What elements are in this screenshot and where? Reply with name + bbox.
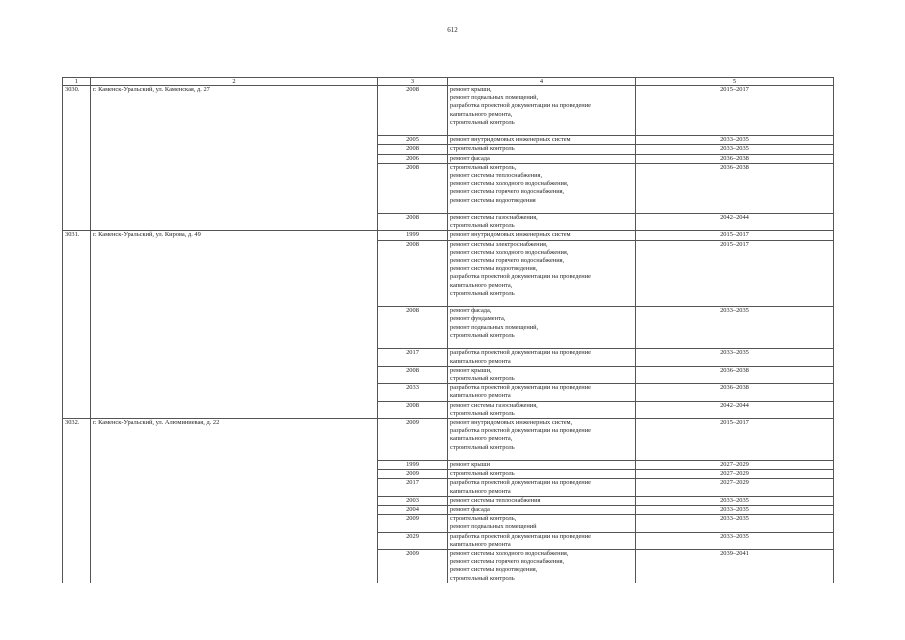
work-line: капитального ремонта, bbox=[450, 435, 513, 443]
building-address: г. Каменск-Уральский, ул. Кирова, д. 49 bbox=[91, 231, 378, 418]
repair-period: 2033–2035 bbox=[636, 307, 834, 349]
work-line: строительный контроль, bbox=[450, 163, 517, 171]
repair-works bbox=[448, 366, 636, 383]
work-line: строительный контроль bbox=[450, 222, 515, 230]
work-line: строительный контроль bbox=[450, 470, 515, 478]
repair-year: 2009 bbox=[378, 470, 448, 479]
repair-works bbox=[448, 136, 636, 145]
repair-period: 2033–2035 bbox=[636, 505, 834, 514]
repair-works bbox=[448, 549, 636, 582]
column-header: 5 bbox=[636, 78, 834, 86]
work-line: строительный контроль bbox=[450, 409, 515, 417]
work-line: ремонт системы водоотведения, bbox=[450, 265, 538, 273]
work-line: строительный контроль bbox=[450, 145, 515, 153]
repair-period: 2033–2035 bbox=[636, 349, 834, 366]
work-line: разработка проектной документации на проведение bbox=[450, 479, 591, 487]
work-line: ремонт системы холодного водоснабжения, bbox=[450, 549, 569, 557]
repair-year: 2009 bbox=[378, 549, 448, 582]
work-line: ремонт системы горячего водоснабжения, bbox=[450, 558, 565, 566]
repair-works bbox=[448, 505, 636, 514]
work-line: разработка проектной документации на проведение bbox=[450, 427, 591, 435]
work-line: ремонт фасада bbox=[450, 154, 490, 162]
work-line: ремонт фундамента, bbox=[450, 315, 506, 323]
repair-works bbox=[448, 418, 636, 460]
work-line: ремонт системы холодного водоснабжения, bbox=[450, 248, 569, 256]
work-line: ремонт системы холодного водоснабжения, bbox=[450, 180, 569, 188]
work-line: капитального ремонта bbox=[450, 487, 511, 495]
repair-year: 1999 bbox=[378, 231, 448, 240]
repair-year: 2029 bbox=[378, 532, 448, 549]
work-line: капитального ремонта, bbox=[450, 110, 513, 118]
repair-works bbox=[448, 154, 636, 163]
repair-period: 2033–2035 bbox=[636, 515, 834, 532]
repair-year: 2009 bbox=[378, 515, 448, 532]
repair-works bbox=[448, 496, 636, 505]
work-line: строительный контроль bbox=[450, 331, 515, 339]
repair-year: 2008 bbox=[378, 240, 448, 307]
work-line: строительный контроль bbox=[450, 374, 515, 382]
building-number: 3030. bbox=[63, 86, 91, 231]
work-line: разработка проектной документации на проведение bbox=[450, 532, 591, 540]
repair-works bbox=[448, 515, 636, 532]
repair-period: 2027–2029 bbox=[636, 460, 834, 469]
repair-year: 2008 bbox=[378, 86, 448, 136]
repair-period: 2036–2038 bbox=[636, 163, 834, 213]
capital-repair-table bbox=[62, 77, 834, 583]
table-row bbox=[63, 86, 834, 136]
repair-works bbox=[448, 349, 636, 366]
work-line: ремонт внутридомовых инженерных систем bbox=[450, 136, 571, 144]
repair-works bbox=[448, 470, 636, 479]
repair-year: 1999 bbox=[378, 460, 448, 469]
work-line: ремонт крыши bbox=[450, 460, 491, 468]
work-line: ремонт крыши, bbox=[450, 86, 492, 93]
work-line: капитального ремонта, bbox=[450, 281, 513, 289]
repair-period: 2015–2017 bbox=[636, 240, 834, 307]
repair-year: 2008 bbox=[378, 307, 448, 349]
work-line: ремонт системы газоснабжения, bbox=[450, 214, 538, 222]
repair-works bbox=[448, 231, 636, 240]
column-header: 3 bbox=[378, 78, 448, 86]
repair-period: 2036–2038 bbox=[636, 366, 834, 383]
repair-year: 2017 bbox=[378, 479, 448, 496]
work-line: ремонт системы горячего водоснабжения, bbox=[450, 257, 565, 265]
repair-period: 2042–2044 bbox=[636, 214, 834, 231]
work-line: ремонт системы водоотведения bbox=[450, 196, 536, 204]
work-line: ремонт системы горячего водоснабжения, bbox=[450, 188, 565, 196]
repair-works bbox=[448, 240, 636, 307]
page-number: 612 bbox=[447, 26, 458, 34]
repair-works bbox=[448, 401, 636, 418]
work-line: строительный контроль bbox=[450, 574, 515, 582]
repair-year: 2008 bbox=[378, 145, 448, 154]
repair-year: 2005 bbox=[378, 136, 448, 145]
column-header: 1 bbox=[63, 78, 91, 86]
repair-period: 2015–2017 bbox=[636, 418, 834, 460]
repair-period: 2039–2041 bbox=[636, 549, 834, 582]
work-line: строительный контроль, bbox=[450, 515, 517, 523]
repair-works bbox=[448, 145, 636, 154]
work-line: ремонт подвальных помещений, bbox=[450, 94, 539, 102]
work-line: разработка проектной документации на проведение bbox=[450, 349, 591, 357]
repair-works bbox=[448, 214, 636, 231]
work-line: капитального ремонта bbox=[450, 357, 511, 365]
work-line: капитального ремонта bbox=[450, 540, 511, 548]
work-line: ремонт фасада, bbox=[450, 307, 492, 315]
work-line: ремонт системы водоотведения, bbox=[450, 566, 538, 574]
repair-year: 2008 bbox=[378, 214, 448, 231]
repair-period: 2033–2035 bbox=[636, 145, 834, 154]
building-number: 3032. bbox=[63, 418, 91, 582]
work-line: ремонт системы газоснабжения, bbox=[450, 401, 538, 409]
work-line: ремонт крыши, bbox=[450, 366, 492, 374]
table-header-row bbox=[63, 78, 834, 86]
repair-year: 2008 bbox=[378, 401, 448, 418]
table-row bbox=[63, 231, 834, 240]
work-line: ремонт внутридомовых инженерных систем, bbox=[450, 418, 573, 426]
repair-works bbox=[448, 307, 636, 349]
repair-period: 2015–2017 bbox=[636, 231, 834, 240]
repair-period: 2033–2035 bbox=[636, 136, 834, 145]
work-line: ремонт системы теплоснабжения, bbox=[450, 172, 543, 180]
work-line: ремонт внутридомовых инженерных систем bbox=[450, 231, 571, 239]
repair-period: 2033–2035 bbox=[636, 532, 834, 549]
work-line: разработка проектной документации на проведение bbox=[450, 102, 591, 110]
table-row bbox=[63, 418, 834, 460]
building-number: 3031. bbox=[63, 231, 91, 418]
repair-year: 2017 bbox=[378, 349, 448, 366]
repair-period: 2015–2017 bbox=[636, 86, 834, 136]
repair-period: 2027–2029 bbox=[636, 470, 834, 479]
column-header: 2 bbox=[91, 78, 378, 86]
work-line: ремонт подвальных помещений bbox=[450, 523, 537, 531]
building-address: г. Каменск-Уральский, ул. Алюминиевая, д. 22 bbox=[91, 418, 378, 582]
repair-works bbox=[448, 163, 636, 213]
repair-period: 2036–2038 bbox=[636, 384, 834, 401]
work-line: капитального ремонта bbox=[450, 392, 511, 400]
column-header: 4 bbox=[448, 78, 636, 86]
repair-year: 2008 bbox=[378, 163, 448, 213]
work-line: ремонт фасада bbox=[450, 505, 490, 513]
repair-year: 2008 bbox=[378, 366, 448, 383]
work-line: ремонт подвальных помещений, bbox=[450, 323, 539, 331]
repair-year: 2009 bbox=[378, 418, 448, 460]
repair-works bbox=[448, 532, 636, 549]
repair-works bbox=[448, 86, 636, 136]
repair-year: 2033 bbox=[378, 384, 448, 401]
work-line: строительный контроль bbox=[450, 118, 515, 126]
repair-year: 2006 bbox=[378, 154, 448, 163]
repair-period: 2033–2035 bbox=[636, 496, 834, 505]
repair-year: 2004 bbox=[378, 505, 448, 514]
repair-period: 2042–2044 bbox=[636, 401, 834, 418]
work-line: ремонт системы теплоснабжения bbox=[450, 496, 541, 504]
work-line: ремонт системы электроснабжения, bbox=[450, 240, 548, 248]
repair-year: 2003 bbox=[378, 496, 448, 505]
work-line: строительный контроль bbox=[450, 443, 515, 451]
repair-period: 2027–2029 bbox=[636, 479, 834, 496]
repair-works bbox=[448, 479, 636, 496]
repair-period: 2036–2038 bbox=[636, 154, 834, 163]
repair-works bbox=[448, 460, 636, 469]
repair-works bbox=[448, 384, 636, 401]
building-address: г. Каменск-Уральский, ул. Каменская, д. 27 bbox=[91, 86, 378, 231]
work-line: разработка проектной документации на проведение bbox=[450, 273, 591, 281]
work-line: строительный контроль bbox=[450, 289, 515, 297]
work-line: разработка проектной документации на проведение bbox=[450, 384, 591, 392]
